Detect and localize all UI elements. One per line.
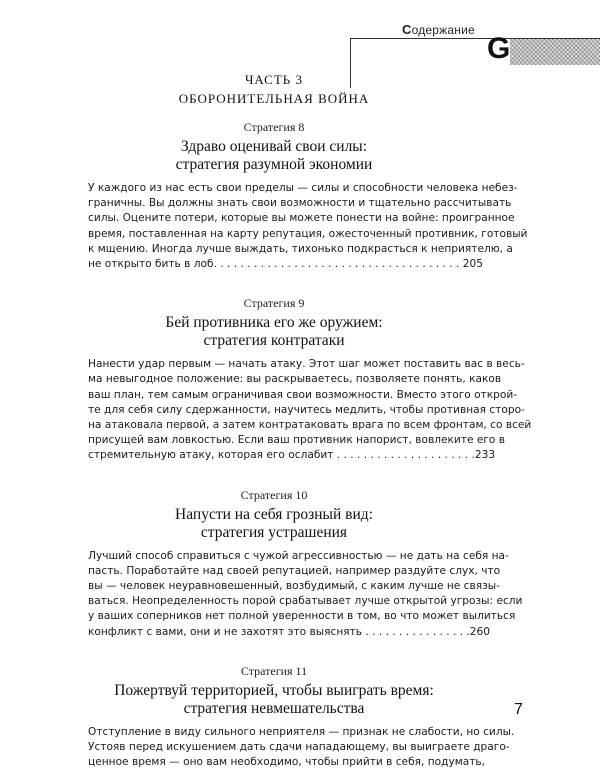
strategy-label: Стратегия 9	[243, 296, 305, 311]
summary-line: Лучший способ справиться с чужой агрессивностью — не дать на себя на-	[88, 549, 509, 562]
summary-line: время, поставленная на карту репутация, ожесточенный противник, готовый	[88, 227, 528, 240]
summary-line: пасть. Поработайте над своей репутацией, например раздуйте слух, что	[88, 564, 501, 577]
summary-line: ма невыгодное положение: вы раскрываетесь, позволяете понять, каков	[88, 373, 502, 386]
strategy-title: Пожертвуй территорией, чтобы выиграть время:	[114, 681, 434, 699]
toc-entry-strategy-9	[88, 296, 532, 463]
summary-line-page-ref: конфликт с вами, они и не захотят это выяснять . . . . . . . . . . . . . . . .260	[88, 625, 491, 638]
strategy-subtitle: стратегия устрашения	[200, 523, 348, 541]
summary-line: силы. Оцените потери, которые вы можете понести на войне: проигранное	[88, 212, 515, 225]
strategy-subtitle: стратегия контратаки	[203, 332, 345, 350]
running-header-rest: одержание	[411, 23, 475, 37]
summary-line: граничны. Вы должны знать свои возможности и тщательно рассчитывать	[88, 197, 512, 210]
strategy-title: Здраво оценивай свои силы:	[180, 138, 368, 155]
strategy-summary	[88, 181, 528, 272]
toc-content	[88, 68, 532, 770]
strategy-label: Стратегия 8	[243, 120, 305, 134]
strategy-subtitle: стратегия невмешательства	[183, 699, 365, 717]
strategy-title: Бей противника его же оружием:	[165, 314, 383, 332]
summary-line-page-ref: не открыто бить в лоб. . . . . . . . . . . . . . . . . . . . . . . . . . . . . . . . . . . . . 205	[88, 258, 483, 271]
summary-line: Устояв перед искушением дать сдачи нападающему, вы выиграете драго-	[88, 741, 510, 754]
summary-line: на атаковала первой, а затем контратаковать врага по всем фронтам, со всей	[88, 419, 532, 432]
toc-entry-strategy-11	[88, 663, 515, 770]
summary-line: присущей вам ловкостью. Если ваш противник напорист, вовлеките его в	[88, 434, 506, 447]
summary-line: ваться. Неопределенность порой срабатывает лучше открытой угрозы: если	[88, 595, 523, 608]
hatched-corner-tab	[510, 39, 600, 65]
strategy-summary	[88, 549, 523, 640]
strategy-label: Стратегия 11	[240, 663, 308, 678]
toc-entry-strategy-10	[88, 487, 523, 640]
summary-line: Отступление в виду сильного неприятеля — признак не слабости, но силы.	[88, 725, 515, 738]
summary-line: у ваших соперников нет полной уверенности в том, во что может вылиться	[88, 610, 516, 623]
chapter-letter: G	[487, 32, 511, 65]
running-header	[402, 22, 475, 37]
summary-line: те для себя силу сдержанности, научитесь медлить, чтобы противная сторо-	[88, 403, 525, 416]
part-title: ОБОРОНИТЕЛЬНАЯ ВОЙНА	[178, 91, 370, 106]
page-number: 7	[514, 701, 523, 718]
strategy-summary	[88, 725, 515, 770]
strategy-label: Стратегия 10	[240, 487, 308, 502]
strategy-title: Напусти на себя грозный вид:	[175, 505, 373, 523]
strategy-summary	[88, 357, 532, 463]
summary-line: ценное время — оно вам необходимо, чтобы прийти в себя, подумать,	[88, 756, 485, 769]
toc-entry-strategy-8	[88, 120, 528, 272]
strategy-subtitle: стратегия разумной экономии	[175, 156, 373, 173]
summary-line: Нанести удар первым — начать атаку. Этот шаг может поставить вас в весь-	[88, 358, 525, 371]
summary-line: вы — человек неуравновешенный, возбудимый, с каким лучше не связы-	[88, 580, 500, 593]
part-number: ЧАСТЬ 3	[244, 72, 304, 87]
summary-line: к мщению. Иногда лучше выждать, тихонько подкрасться к неприятелю, а	[88, 242, 513, 255]
summary-line: ваш план, тем самым ограничивая свои возможности. Вместо этого открой-	[88, 388, 518, 401]
summary-line-page-ref: стремительную атаку, которая его ослабит . . . . . . . . . . . . . . . . . . . . .233	[88, 449, 496, 462]
running-header-cap: С	[402, 22, 412, 37]
summary-line: У каждого из нас есть свои пределы — силы и способности человека небез-	[88, 182, 518, 194]
